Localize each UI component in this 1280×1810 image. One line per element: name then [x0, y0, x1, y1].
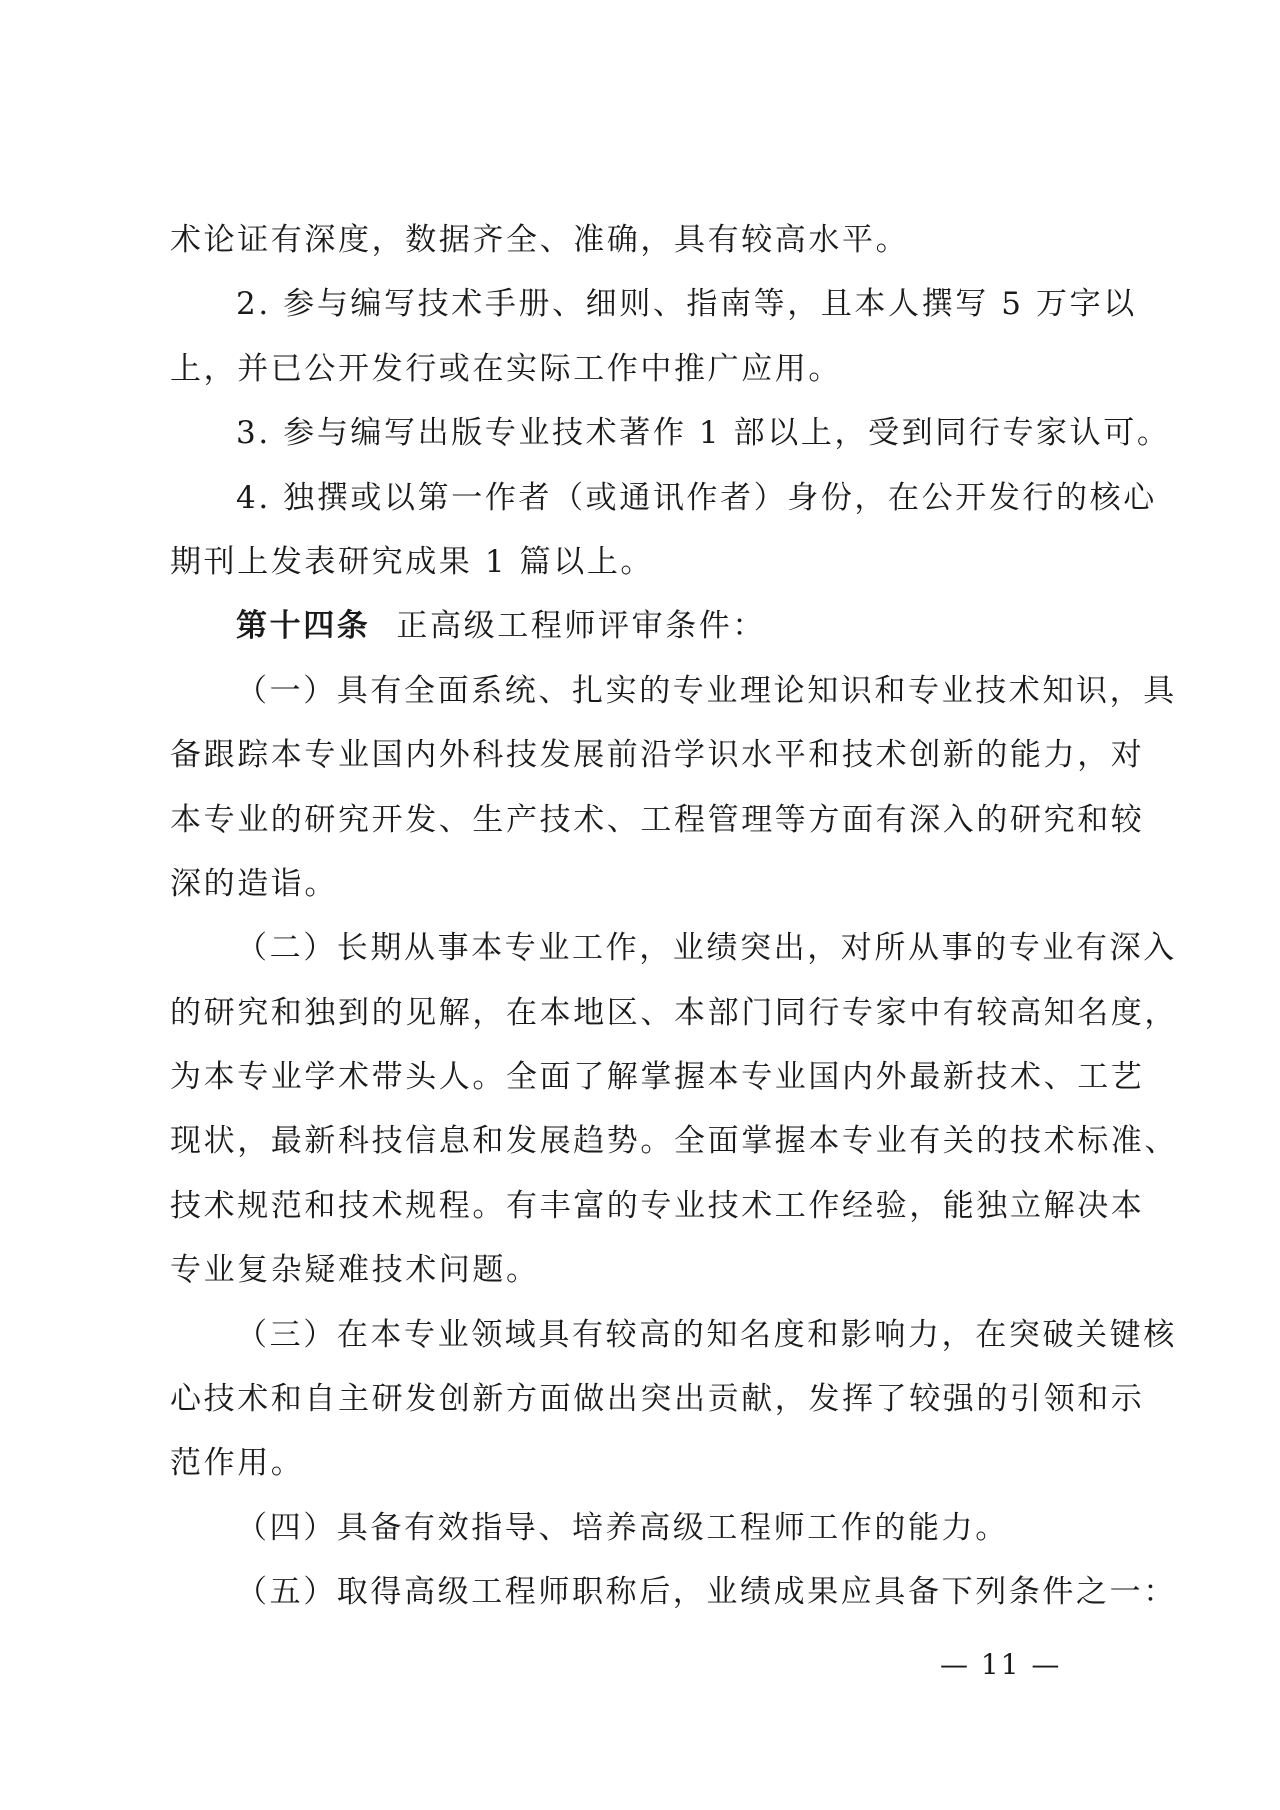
line-text: 为本专业学术带头人。全面了解掌握本专业国内外最新技术、工艺	[170, 1059, 1145, 1096]
line-text: 范作用。	[170, 1445, 305, 1482]
text-line	[170, 1109, 1178, 1173]
line-text: 专业复杂疑难技术问题。	[170, 1252, 540, 1289]
line-text: 3. 参与编写出版专业技术著作 1 部以上，受到同行专家认可。	[236, 415, 1171, 452]
line-text: 上，并已公开发行或在实际工作中推广应用。	[170, 350, 842, 387]
text-line	[170, 1367, 1145, 1431]
article-number: 第十四条	[236, 608, 371, 645]
line-text: （五）取得高级工程师职称后，业绩成果应具备下列条件之一：	[236, 1574, 1177, 1611]
line-text: 深的造诣。	[170, 865, 338, 902]
text-line	[170, 916, 1177, 980]
text-line	[170, 1174, 1145, 1238]
text-line	[170, 466, 1157, 530]
line-text: （三）在本专业领域具有较高的知名度和影响力，在突破关键核	[236, 1316, 1177, 1353]
text-line	[170, 1496, 1118, 1560]
line-text: 2. 参与编写技术手册、细则、指南等，且本人撰写 5 万字以	[236, 286, 1137, 323]
line-text: 期刊上发表研究成果 1 篇以上。	[170, 543, 655, 580]
text-line	[170, 208, 1118, 272]
text-line	[170, 401, 1171, 465]
line-text: 技术规范和技术规程。有丰富的专业技术工作经验，能独立解决本	[170, 1187, 1145, 1224]
text-line	[170, 1303, 1177, 1367]
text-line	[170, 723, 1145, 787]
line-text: 本专业的研究开发、生产技术、工程管理等方面有深入的研究和较	[170, 801, 1145, 838]
line-text: （四）具备有效指导、培养高级工程师工作的能力。	[236, 1509, 1009, 1546]
text-line	[170, 981, 1178, 1045]
text-line	[170, 1560, 1177, 1624]
article-heading-line	[170, 594, 1118, 658]
line-text: （一）具有全面系统、扎实的专业理论知识和专业技术知识，具	[236, 672, 1177, 709]
text-line	[170, 1431, 1118, 1495]
text-line	[170, 337, 1118, 401]
text-line	[170, 659, 1177, 723]
line-text: 术论证有深度，数据齐全、准确，具有较高水平。	[170, 222, 910, 258]
text-line	[170, 788, 1145, 852]
line-text: 正高级工程师评审条件：	[396, 608, 767, 645]
line-text: 现状，最新科技信息和发展趋势。全面掌握本专业有关的技术标准、	[170, 1123, 1178, 1160]
page-number: — 11 —	[940, 1648, 1062, 1681]
line-text: （二）长期从事本专业工作，业绩突出，对所从事的专业有深入	[236, 930, 1177, 967]
text-line	[170, 852, 1118, 916]
text-line	[170, 530, 1118, 594]
line-text: 4. 独撰或以第一作者（或通讯作者）身份，在公开发行的核心	[236, 479, 1157, 516]
line-text: 心技术和自主研发创新方面做出突出贡献，发挥了较强的引领和示	[170, 1381, 1145, 1418]
text-line	[170, 1238, 1118, 1302]
line-text: 备跟踪本专业国内外科技发展前沿学识水平和技术创新的能力，对	[170, 737, 1145, 774]
line-text: 的研究和独到的见解，在本地区、本部门同行专家中有较高知名度，	[170, 994, 1178, 1031]
text-line	[170, 1045, 1145, 1109]
body-text	[170, 208, 1178, 1625]
text-line	[170, 272, 1137, 336]
